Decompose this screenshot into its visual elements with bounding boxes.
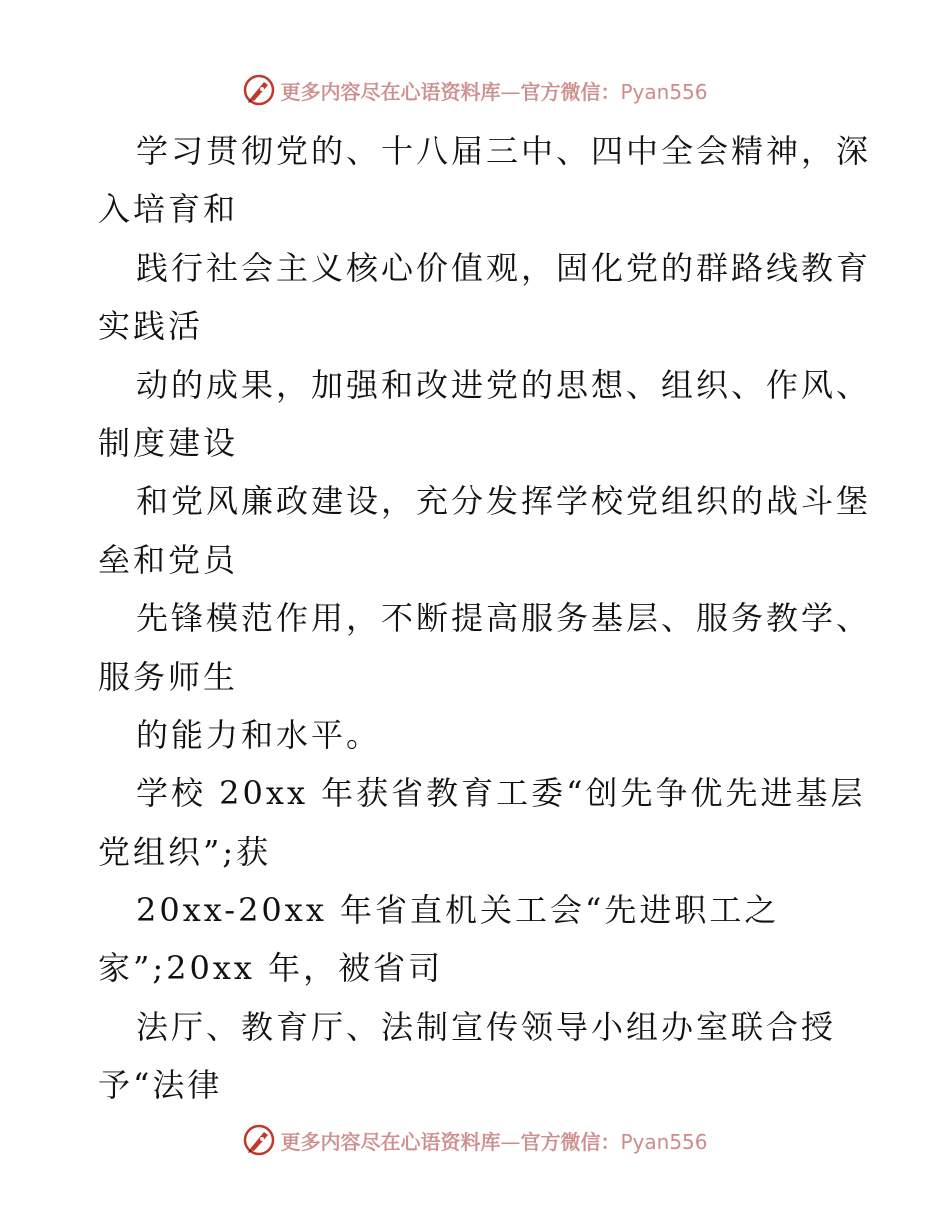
text-line: 服务师生	[98, 657, 239, 696]
header-banner	[0, 70, 950, 110]
document-body	[98, 122, 872, 1115]
text-line: 制度建设	[98, 423, 239, 462]
text-line: 垒和党员	[98, 540, 239, 579]
text-line: 予“法律	[98, 1066, 223, 1105]
text-line: 先锋模范作用，不断提高服务基层、服务教学、	[136, 599, 872, 638]
header-banner-official: 官方微信：	[520, 79, 621, 104]
footer-banner-official: 官方微信：	[520, 1129, 621, 1154]
text-line: 20xx-20xx 年省直机关工会“先进职工之	[136, 891, 780, 930]
text-line: 学习贯彻党的、十八届三中、四中全会精神，深	[136, 132, 872, 170]
text-line: 学校 20xx 年获省教育工委“创先争优先进基层	[136, 774, 866, 813]
text-line: 的能力和水平。	[136, 715, 382, 754]
text-line: 入培育和	[98, 190, 239, 229]
text-line: 家”;20xx 年，被省司	[98, 949, 444, 988]
quill-logo-icon	[242, 73, 276, 107]
footer-banner-separator: —	[500, 1129, 521, 1154]
text-line: 践行社会主义核心价值观，固化党的群路线教育	[136, 248, 872, 287]
header-banner-main: 更多内容尽在心语资料库	[280, 79, 501, 104]
quill-logo-icon	[242, 1123, 276, 1157]
header-banner-separator: —	[500, 79, 521, 104]
header-banner-id: Pyan556	[620, 79, 708, 104]
text-line: 法厅、教育厅、法制宣传领导小组办室联合授	[136, 1007, 837, 1046]
footer-banner-text	[280, 1126, 707, 1155]
text-line: 实践活	[98, 307, 204, 346]
footer-banner-id: Pyan556	[620, 1129, 708, 1154]
text-line: 党组织”;获	[98, 832, 272, 871]
footer-banner	[0, 1120, 950, 1160]
text-line: 动的成果，加强和改进党的思想、组织、作风、	[136, 365, 872, 404]
header-banner-text	[280, 76, 707, 105]
footer-banner-main: 更多内容尽在心语资料库	[280, 1129, 501, 1154]
text-line: 和党风廉政建设，充分发挥学校党组织的战斗堡	[136, 482, 872, 521]
